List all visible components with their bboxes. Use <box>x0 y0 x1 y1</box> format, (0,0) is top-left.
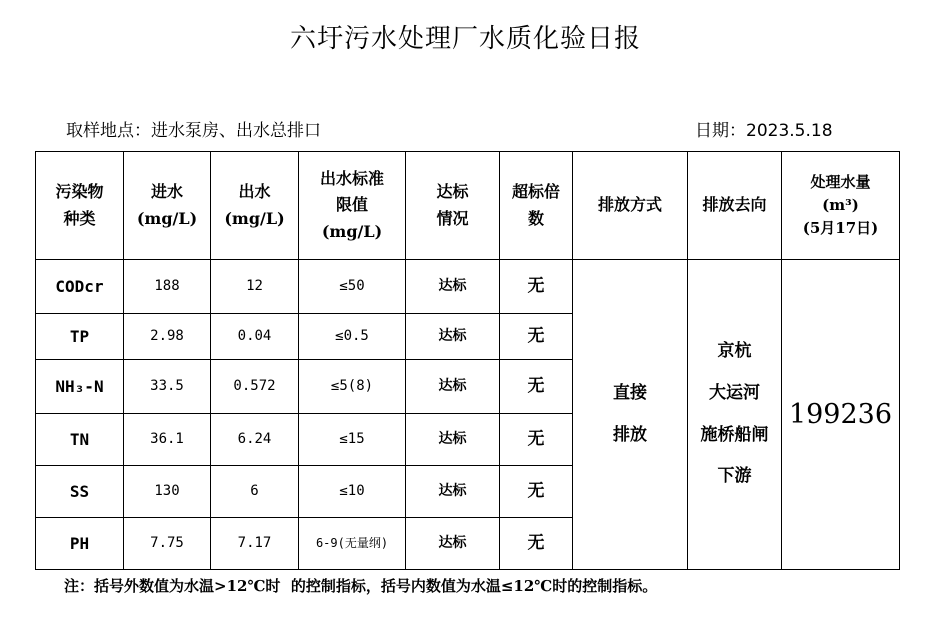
treated-volume-cell: 199236 <box>782 260 900 570</box>
influent-cell: 33.5 <box>124 360 211 414</box>
compliance-cell: 达标 <box>406 314 500 360</box>
pollutant-cell: SS <box>36 466 124 518</box>
exceed-cell: 无 <box>500 466 573 518</box>
footnote: 注：括号外数值为水温>12℃时 的控制指标，括号内数值为水温≤12℃时的控制指标。 <box>64 577 658 595</box>
col-volume <box>782 152 900 260</box>
exceed-cell: 无 <box>500 414 573 466</box>
col-volume-date: (5月17日) <box>802 219 879 238</box>
col-compliance <box>406 152 500 260</box>
pollutant-cell: PH <box>36 518 124 570</box>
col-effluent-unit: (mg/L) <box>224 208 285 228</box>
compliance-cell: 达标 <box>406 518 500 570</box>
header-row <box>36 152 900 260</box>
influent-cell: 36.1 <box>124 414 211 466</box>
compliance-cell: 达标 <box>406 466 500 518</box>
compliance-cell: 达标 <box>406 360 500 414</box>
limit-cell: ≤15 <box>299 414 406 466</box>
compliance-cell: 达标 <box>406 260 500 314</box>
col-exceed-line1: 超标倍 <box>511 182 560 202</box>
report-title: 六圩污水处理厂水质化验日报 <box>289 24 641 54</box>
discharge-method-line1: 直接 <box>613 382 647 403</box>
limit-cell: ≤10 <box>299 466 406 518</box>
exceed-cell: 无 <box>500 314 573 360</box>
col-discharge-method: 排放方式 <box>573 152 688 260</box>
effluent-cell: 6.24 <box>211 414 299 466</box>
pollutant-cell: CODcr <box>36 260 124 314</box>
effluent-cell: 0.572 <box>211 360 299 414</box>
discharge-dest-cell <box>688 260 782 570</box>
sampling-location: 取样地点：进水泵房、出水总排口 <box>66 121 321 141</box>
col-exceed <box>500 152 573 260</box>
influent-cell: 130 <box>124 466 211 518</box>
effluent-cell: 6 <box>211 466 299 518</box>
influent-cell: 7.75 <box>124 518 211 570</box>
col-pollutant-line1: 污染物 <box>55 182 104 202</box>
col-limit <box>299 152 406 260</box>
report-date: 日期：2023.5.18 <box>695 121 833 141</box>
col-discharge-dest: 排放去向 <box>688 152 782 260</box>
discharge-dest-line2: 大运河 <box>709 382 760 403</box>
effluent-cell: 7.17 <box>211 518 299 570</box>
water-quality-table <box>35 151 900 570</box>
limit-cell: 6-9(无量纲) <box>299 518 406 570</box>
effluent-cell: 0.04 <box>211 314 299 360</box>
limit-cell: ≤50 <box>299 260 406 314</box>
pollutant-cell: NH₃-N <box>36 360 124 414</box>
pollutant-cell: TN <box>36 414 124 466</box>
col-volume-unit: (m³) <box>822 195 859 214</box>
discharge-method-line2: 排放 <box>613 424 647 445</box>
exceed-cell: 无 <box>500 260 573 314</box>
limit-cell: ≤0.5 <box>299 314 406 360</box>
discharge-dest-line3: 施桥船闸 <box>700 424 769 445</box>
col-volume-line1: 处理水量 <box>810 172 871 191</box>
exceed-cell: 无 <box>500 518 573 570</box>
table-row <box>36 260 900 314</box>
col-compliance-line2: 情况 <box>436 208 469 228</box>
col-pollutant-line2: 种类 <box>63 208 96 228</box>
col-pollutant <box>36 152 124 260</box>
col-effluent <box>211 152 299 260</box>
discharge-method-cell <box>573 260 688 570</box>
col-limit-unit: (mg/L) <box>321 221 383 241</box>
influent-cell: 188 <box>124 260 211 314</box>
col-influent-line1: 进水 <box>150 182 183 202</box>
exceed-cell: 无 <box>500 360 573 414</box>
col-influent-unit: (mg/L) <box>136 208 198 228</box>
col-influent <box>124 152 211 260</box>
col-compliance-line1: 达标 <box>436 182 469 202</box>
limit-cell: ≤5(8) <box>299 360 406 414</box>
discharge-dest-line4: 下游 <box>717 466 752 487</box>
influent-cell: 2.98 <box>124 314 211 360</box>
col-exceed-line2: 数 <box>527 208 544 228</box>
pollutant-cell: TP <box>36 314 124 360</box>
discharge-dest-line1: 京杭 <box>717 341 752 362</box>
col-limit-line2: 限值 <box>335 195 368 215</box>
col-limit-line1: 出水标准 <box>319 168 384 188</box>
effluent-cell: 12 <box>211 260 299 314</box>
compliance-cell: 达标 <box>406 414 500 466</box>
col-effluent-line1: 出水 <box>238 182 271 202</box>
